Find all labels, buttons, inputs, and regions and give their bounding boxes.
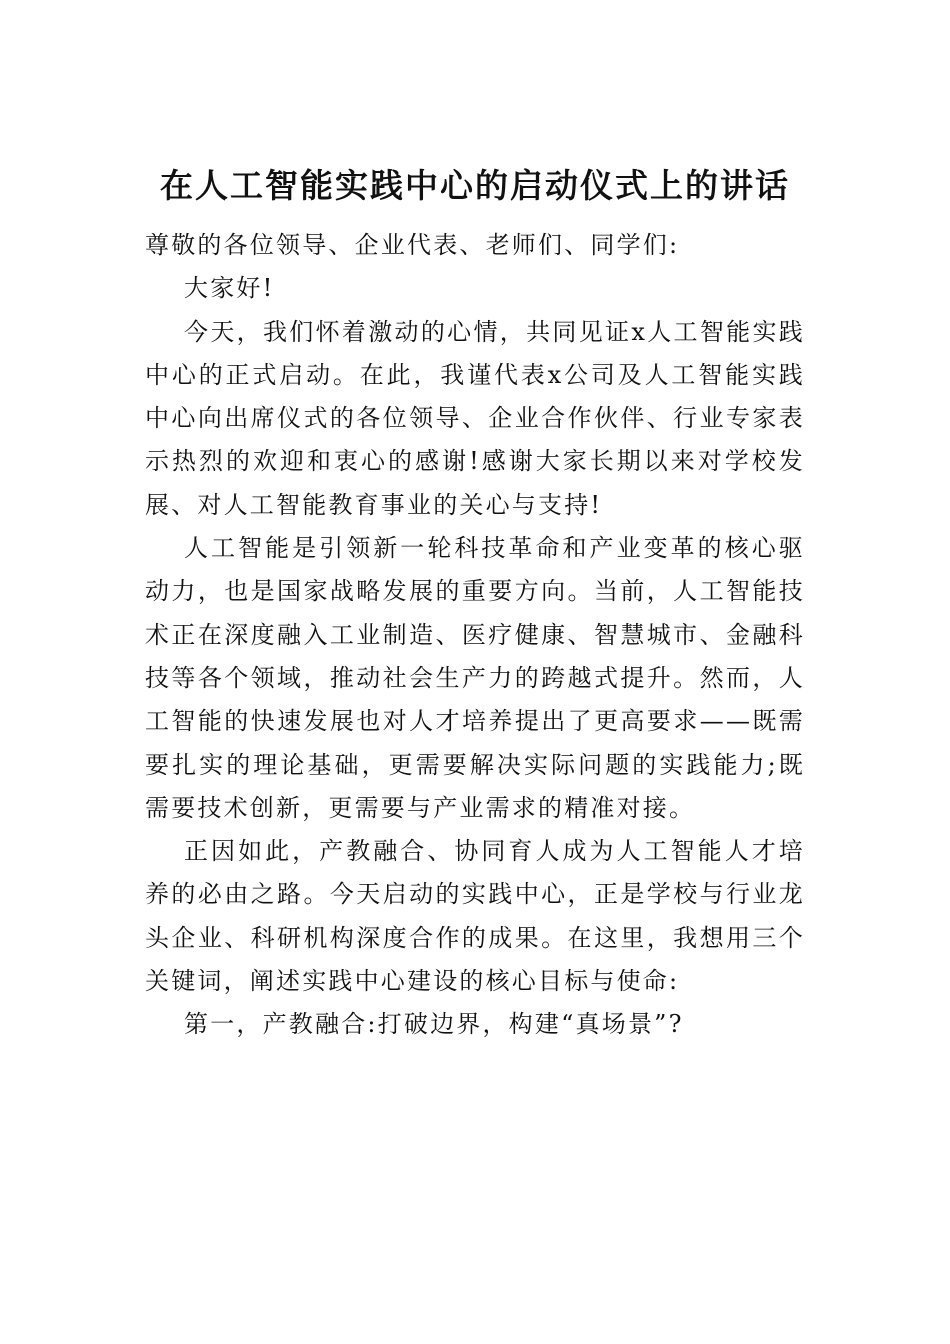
paragraph-opening: 今天，我们怀着激动的心情，共同见证x人工智能实践中心的正式启动。在此，我谨代表x公司及人工智能实践中心向出席仪式的各位领导、企业合作伙伴、行业专家表示热烈的欢迎和衷心的感谢!感谢大家长期以来对学校发展、对人工智能教育事业的关心与支持! xyxy=(145,317,805,519)
paragraph-first-point: 第一，产教融合:打破边界，构建“真场景”? xyxy=(184,1010,684,1039)
paragraph-industry-education: 正因如此，产教融合、协同育人成为人工智能人才培养的必由之路。今天启动的实践中心，正是学校与行业龙头企业、科研机构深度合作的成果。在这里，我想用三个关键词，阐述实践中心建设的核心目标与使命: xyxy=(145,837,805,996)
greeting: 大家好! xyxy=(184,274,275,303)
paragraph-ai-background: 人工智能是引领新一轮科技革命和产业变革的核心驱动力，也是国家战略发展的重要方向。当前，人工智能技术正在深度融入工业制造、医疗健康、智慧城市、金融科技等各个领域，推动社会生产力的跨越式提升。然而，人工智能的快速发展也对人才培养提出了更高要求——既需要扎实的理论基础，更需要解决实际问题的实践能力;既需要技术创新，更需要与产业需求的精准对接。 xyxy=(145,534,805,822)
speech-body xyxy=(145,224,805,1047)
salutation: 尊敬的各位领导、企业代表、老师们、同学们: xyxy=(145,231,680,259)
document-title: 在人工智能实践中心的启动仪式上的讲话 xyxy=(160,166,790,205)
